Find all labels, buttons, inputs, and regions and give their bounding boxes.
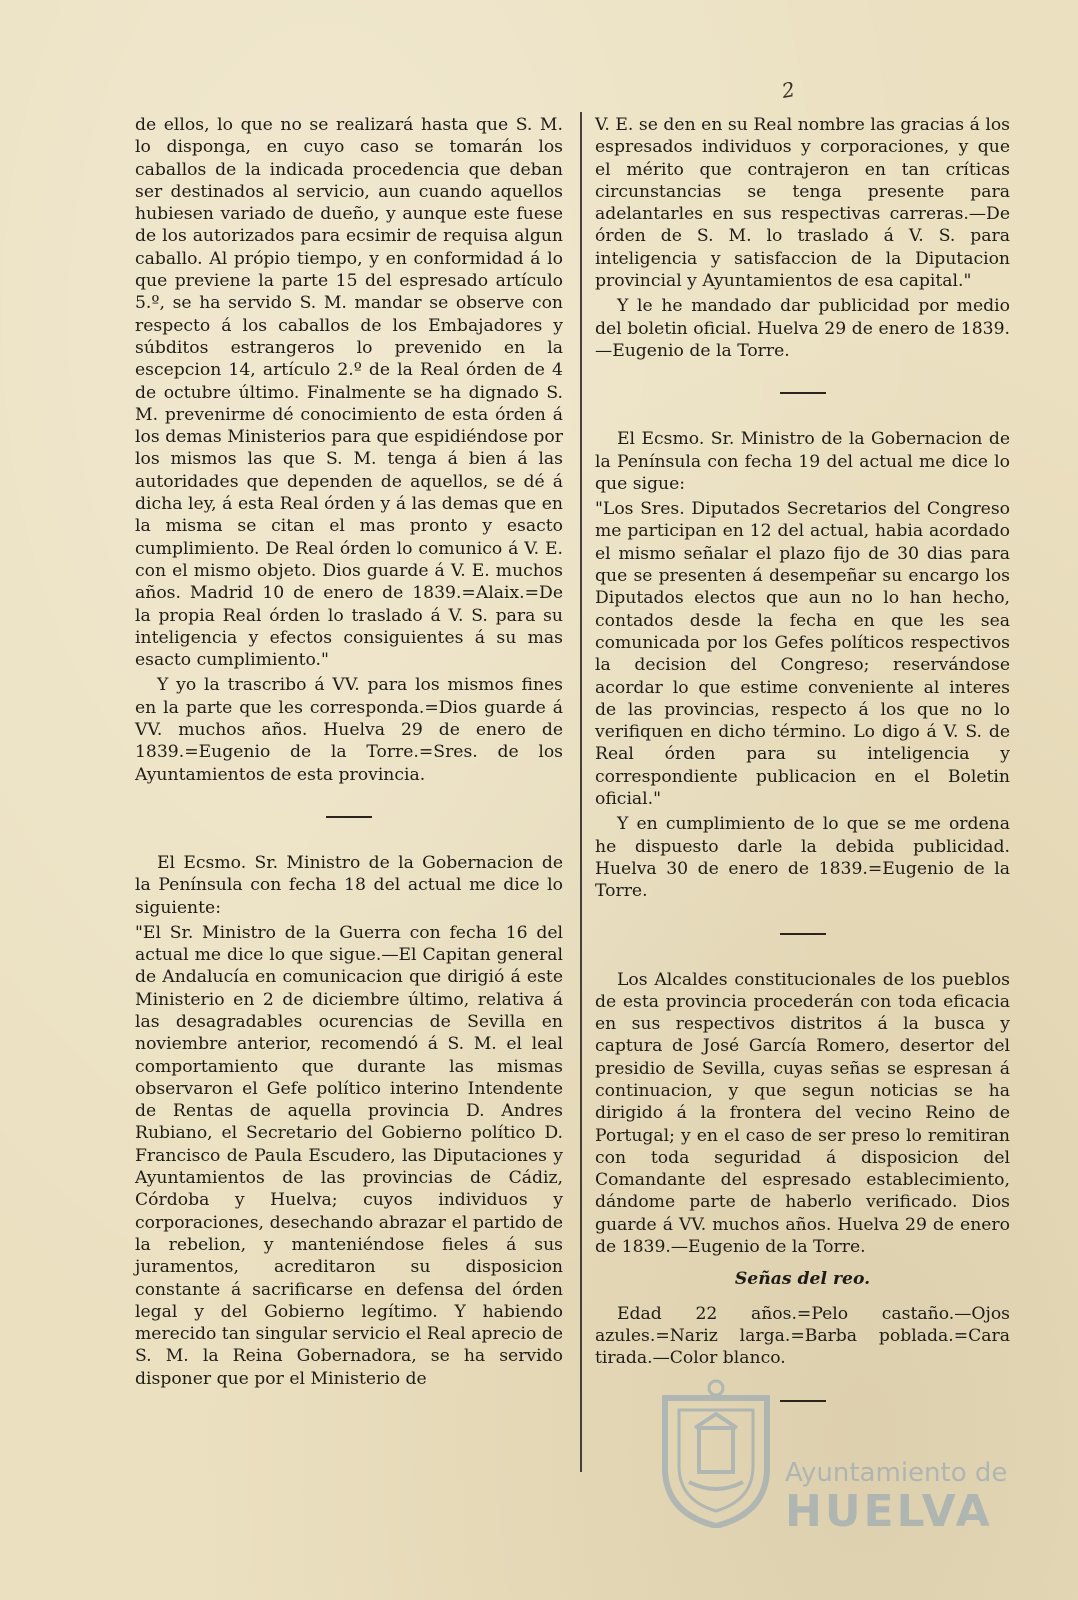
section-separator bbox=[326, 816, 372, 818]
right-paragraph-3: El Ecsmo. Sr. Ministro de la Gobernacion de la Península con fecha 19 del actual me dice lo que sigue: bbox=[595, 429, 1010, 494]
right-column bbox=[595, 114, 1010, 1436]
section-heading: Señas del reo. bbox=[734, 1269, 871, 1290]
section-separator bbox=[780, 933, 826, 935]
left-column bbox=[135, 114, 563, 1393]
city-seal-icon bbox=[655, 1378, 777, 1528]
right-paragraph-4: "Los Sres. Diputados Secretarios del Congreso me participan en 12 del actual, habia acordado el mismo señalar el plazo fijo de 30 dias para que se presenten á desempeñar su encargo los Diputados electos que aun no lo han hecho, contados desde la fecha en que les sea comunicada por los Gefes políticos respectivos la decision del Congreso; reservándose acordar lo que estime conveniente al interes de las provincias, respecto á los que no lo verifiquen en dicho término. Lo digo á V. S. de Real órden para su inteligencia y correspondiente publicacion en el Boletin oficial." bbox=[595, 499, 1010, 810]
right-paragraph-6: Los Alcaldes constitucionales de los pueblos de esta provincia procederán con toda eficacia en sus respectivos distritos á la busca y captura de José García Romero, desertor del presidio de Sevilla, cuyas señas se espresan á continuacion, y que segun noticias se ha dirigido á la frontera del vecino Reino de Portugal; y en el caso de ser preso lo remitiran con toda seguridad á disposicion del Comandante del espresado establecimiento, dándome parte de haberlo verificado. Dios guarde á VV. muchos años. Huelva 29 de enero de 1839.—Eugenio de la Torre. bbox=[595, 969, 1010, 1258]
right-paragraph-2: Y le he mandado dar publicidad por medio del boletin oficial. Huelva 29 de enero de 1839.—Eugenio de la Torre. bbox=[595, 296, 1010, 361]
left-paragraph-2: Y yo la trascribo á VV. para los mismos fines en la parte que les corresponda.=Dios guarde á VV. muchos años. Huelva 29 de enero de 1839.=Eugenio de la Torre.=Sres. de los Ayuntamientos de esta provincia. bbox=[135, 675, 563, 785]
section-separator bbox=[780, 392, 826, 394]
left-paragraph-3: El Ecsmo. Sr. Ministro de la Gobernacion de la Península con fecha 18 del actual me dice lo siguiente: bbox=[135, 852, 563, 918]
left-paragraph-4: "El Sr. Ministro de la Guerra con fecha 16 del actual me dice lo que sigue.—El Capitan general de Andalucía en comunicacion que dirigió á este Ministerio en 2 de diciembre último, relativa á las desagradables ocurencias de Sevilla en noviembre anterior, recomendó á S. M. el leal comportamiento que durante las mismas observaron el Gefe político interino Intendente de Rentas de aquella provincia D. Andres Rubiano, el Secretario del Gobierno político D. Francisco de Paula Escudero, las Diputaciones y Ayuntamientos de las provincias de Cádiz, Córdoba y Huelva; cuyos individuos y corporaciones, desechando abrazar el partido de la rebelion, y manteniéndose fieles á sus juramentos, acreditaron su disposicion constante á sacrificarse en defensa del órden legal y del Gobierno legítimo. Y habiendo merecido tan singular servicio el Real aprecio de S. M. la Reina Gobernadora, se ha servido disponer que por el Ministerio de bbox=[135, 922, 563, 1389]
watermark-line-1: Ayuntamiento de bbox=[785, 1458, 1008, 1488]
watermark bbox=[655, 1378, 1008, 1537]
page-number-mark: 2 bbox=[780, 77, 797, 103]
right-paragraph-5: Y en cumplimiento de lo que se me ordena he dispuesto darle la debida publicidad. Huelva 30 de enero de 1839.=Eugenio de la Torre. bbox=[595, 814, 1010, 902]
column-divider bbox=[580, 112, 582, 1472]
right-paragraph-7: Edad 22 años.=Pelo castaño.—Ojos azules.=Nariz larga.=Barba poblada.=Cara tirada.—Color blanco. bbox=[595, 1303, 1010, 1369]
right-paragraph-1: V. E. se den en su Real nombre las gracias á los espresados individuos y corporaciones, y que el mérito que contrajeron en tan críticas circunstancias se tenga presente para adelantarles en sus respectivas carreras.—De órden de S. M. lo traslado á V. S. para inteligencia y satisfaccion de la Diputacion provincial y Ayuntamientos de esa capital." bbox=[595, 115, 1010, 292]
left-paragraph-1: de ellos, lo que no se realizará hasta que S. M. lo disponga, en cuyo caso se tomarán los caballos de la indicada procedencia que deban ser destinados al servicio, aun cuando aquellos hubiesen variado de dueño, y aunque este fuese de los autorizados para ecsimir de requisa algun caballo. Al própio tiempo, y en conformidad á lo que previene la parte 15 del espresado artículo 5.º, se ha servido S. M. mandar se observe con respecto á los caballos de los Embajadores y súbditos estrangeros lo prevenido en la escepcion 14, artículo 2.º de la Real órden de 4 de octubre último. Finalmente se ha dignado S. M. prevenirme dé conocimiento de esta órden á los demas Ministerios para que espidiéndose por los mismos las que S. M. tenga á bien á las autoridades que dependen de aquellos, se dé á dicha ley, á esta Real órden y á las demas que en la misma se citan el mas pronto y esacto cumplimiento. De Real órden lo comunico á V. E. con el mismo objeto. Dios guarde á V. E. muchos años. Madrid 10 de enero de 1839.=Alaix.=De la propia Real órden lo traslado á V. S. para su inteligencia y efectos consiguientes á su mas esacto cumplimiento." bbox=[135, 115, 563, 671]
watermark-line-2: HUELVA bbox=[785, 1486, 993, 1537]
